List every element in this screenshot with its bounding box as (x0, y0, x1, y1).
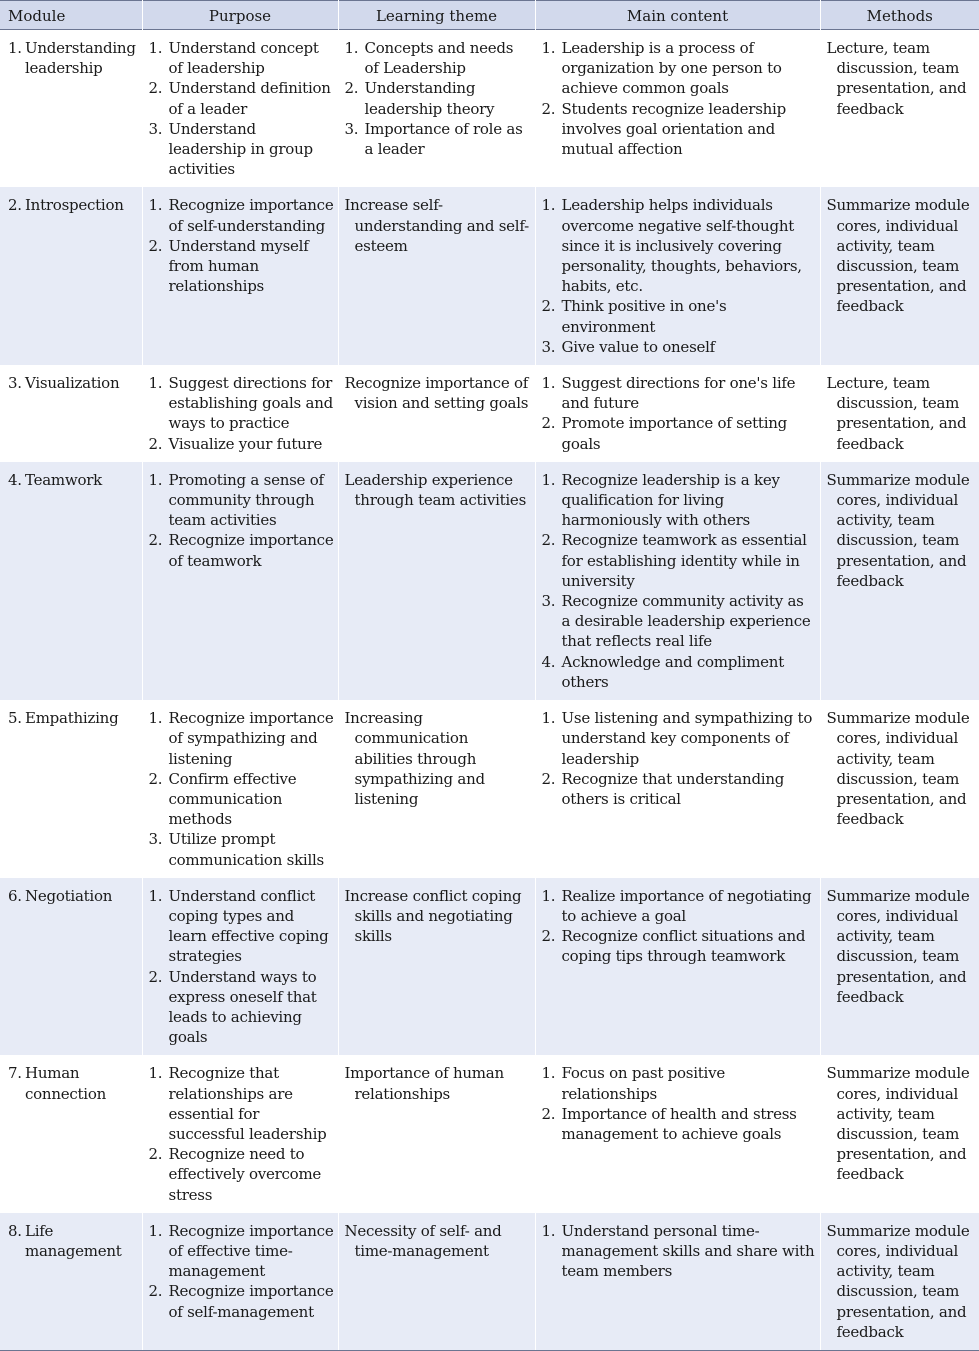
purpose-item: Recognize importance of self-understanding (168, 196, 334, 235)
purpose-item: Promoting a sense of community through team activities (168, 470, 324, 530)
table-row (0, 30, 979, 188)
content-item: Recognize that understanding others is critical (561, 769, 785, 808)
learning-theme-cell (338, 1055, 535, 1212)
content-item: Leadership is a process of organization by one person to achieve common goals (561, 39, 782, 98)
module-label (8, 886, 138, 906)
methods-cell (820, 1055, 979, 1212)
header-module: Module (8, 6, 66, 25)
purpose-item: Recognize need to effectively overcome stress (168, 1145, 322, 1204)
module-name: Human connection (25, 1064, 107, 1103)
theme-item: Importance of role as a leader (364, 119, 523, 159)
content-item: Think positive in one's environment (561, 297, 727, 336)
header-learning-theme: Learning theme (338, 1, 535, 30)
module-name: Empathizing (25, 709, 119, 728)
content-item: Use listening and sympathizing to understand key components of leadership (561, 709, 813, 768)
learning-theme-cell (338, 878, 535, 1056)
module-number: 6. (8, 886, 22, 905)
theme-text: Increase conflict coping skills and negotiating skills (344, 886, 522, 946)
module-name: Teamwork (25, 470, 103, 489)
header-row (0, 1, 979, 30)
module-cell (0, 700, 142, 878)
content-item: Recognize community activity as a desirable leadership experience that reflects real life (561, 592, 811, 651)
theme-text: Importance of human relationships (344, 1064, 504, 1103)
purpose-list (149, 886, 334, 1048)
purpose-cell (142, 1213, 338, 1351)
purpose-cell (142, 30, 338, 188)
methods-cell (820, 462, 979, 700)
purpose-item: Utilize prompt communication skills (168, 830, 325, 869)
content-item: Recognize leadership is a key qualification for living harmoniously with others (561, 470, 780, 530)
purpose-item: Recognize that relationships are essential for successful leadership (168, 1064, 327, 1143)
table-row (0, 187, 979, 365)
purpose-item: Understand conflict coping types and learn effective coping strategies (168, 886, 329, 966)
module-cell (0, 1213, 142, 1351)
content-list (542, 1063, 816, 1144)
module-cell (0, 462, 142, 700)
content-list (542, 195, 816, 357)
content-list (542, 886, 816, 967)
purpose-item: Visualize your future (168, 434, 323, 453)
table-row (0, 1213, 979, 1351)
methods-cell (820, 187, 979, 365)
content-list (542, 708, 816, 809)
theme-list (345, 38, 531, 159)
purpose-item: Recognize importance of self-management (168, 1282, 334, 1321)
module-name: Life management (25, 1221, 122, 1260)
content-list (542, 1221, 816, 1282)
module-label (8, 708, 138, 728)
module-label (8, 195, 138, 215)
theme-text: Increasing communication abilities through sympathizing and listening (344, 709, 485, 808)
purpose-list (149, 708, 334, 870)
theme-item: Understanding leadership theory (364, 79, 495, 118)
module-cell (0, 1055, 142, 1212)
theme-text: Increase self-understanding and self-esteem (344, 196, 529, 255)
purpose-cell (142, 365, 338, 462)
methods-cell (820, 878, 979, 1056)
purpose-cell (142, 187, 338, 365)
purpose-cell (142, 462, 338, 700)
theme-text: Recognize importance of vision and setting goals (344, 374, 529, 413)
purpose-item: Understand myself from human relationships (168, 236, 309, 296)
content-item: Recognize conflict situations and coping tips through teamwork (561, 927, 806, 966)
purpose-item: Understand leadership in group activities (168, 119, 313, 179)
header-methods: Methods (820, 1, 979, 30)
methods-text: Summarize module cores, individual activity, team discussion, team presentation, and feedback (826, 470, 970, 590)
purpose-item: Suggest directions for establishing goals and ways to practice (168, 374, 333, 433)
module-name: Visualization (25, 374, 120, 393)
module-label (8, 1221, 138, 1261)
methods-cell (820, 700, 979, 878)
methods-text: Summarize module cores, individual activity, team discussion, team presentation, and feedback (826, 886, 970, 1006)
purpose-item: Understand definition of a leader (168, 79, 331, 118)
learning-theme-cell (338, 700, 535, 878)
module-number: 3. (8, 374, 22, 393)
module-number: 2. (8, 196, 22, 215)
methods-cell (820, 365, 979, 462)
module-number: 5. (8, 709, 22, 728)
purpose-list (149, 1221, 334, 1322)
content-item: Recognize teamwork as essential for establishing identity while in university (561, 531, 807, 590)
purpose-cell (142, 878, 338, 1056)
main-content-cell (535, 700, 820, 878)
module-label (8, 470, 138, 490)
module-number: 1. (8, 39, 22, 57)
content-item: Importance of health and stress management to achieve goals (561, 1104, 797, 1143)
module-number: 4. (8, 470, 22, 489)
learning-theme-cell (338, 187, 535, 365)
module-name: Introspection (25, 196, 124, 215)
content-list (542, 38, 816, 159)
learning-theme-cell (338, 30, 535, 188)
methods-text: Summarize module cores, individual activity, team discussion, team presentation, and feedback (826, 196, 970, 316)
purpose-item: Confirm effective communication methods (168, 769, 297, 829)
purpose-item: Understand concept of leadership (168, 39, 319, 78)
table-row (0, 462, 979, 700)
methods-text: Summarize module cores, individual activity, team discussion, team presentation, and feedback (826, 1221, 970, 1341)
table-row (0, 365, 979, 462)
content-item: Acknowledge and compliment others (561, 652, 784, 691)
main-content-cell (535, 878, 820, 1056)
methods-text: Summarize module cores, individual activity, team discussion, team presentation, and feedback (826, 1064, 970, 1184)
purpose-item: Understand ways to express oneself that leads to achieving goals (168, 967, 317, 1047)
methods-text: Lecture, team discussion, team presentation, and feedback (826, 374, 967, 453)
content-item: Realize importance of negotiating to achieve a goal (561, 886, 812, 925)
table-row (0, 1055, 979, 1212)
table-row (0, 878, 979, 1056)
content-item: Students recognize leadership involves goal orientation and mutual affection (561, 99, 786, 159)
purpose-item: Recognize importance of sympathizing and listening (168, 709, 334, 768)
learning-theme-cell (338, 365, 535, 462)
header-purpose: Purpose (142, 1, 338, 30)
purpose-list (149, 373, 334, 454)
table-body (0, 30, 979, 1351)
purpose-list (149, 38, 334, 179)
module-number: 7. (8, 1064, 22, 1083)
module-cell (0, 30, 142, 188)
theme-item: Concepts and needs of Leadership (364, 39, 514, 78)
content-item: Leadership helps individuals overcome negative self-thought since it is inclusively covering personality, thoughts, behaviors, habits, etc. (561, 196, 802, 296)
methods-cell (820, 30, 979, 188)
methods-text: Lecture, team discussion, team presentation, and feedback (826, 39, 967, 118)
content-item: Suggest directions for one's life and future (561, 374, 796, 413)
module-number: 8. (8, 1221, 22, 1240)
content-list (542, 470, 816, 692)
main-content-cell (535, 1213, 820, 1351)
module-name: Understanding leadership (25, 39, 136, 78)
main-content-cell (535, 462, 820, 700)
module-cell (0, 365, 142, 462)
content-list (542, 373, 816, 454)
methods-cell (820, 1213, 979, 1351)
module-cell (0, 187, 142, 365)
purpose-list (149, 470, 334, 571)
module-cell (0, 878, 142, 1056)
content-item: Promote importance of setting goals (561, 414, 788, 453)
module-label (8, 373, 138, 393)
main-content-cell (535, 365, 820, 462)
content-item: Understand personal time-management skills and share with team members (561, 1221, 815, 1281)
purpose-item: Recognize importance of effective time-management (168, 1221, 334, 1281)
purpose-cell (142, 1055, 338, 1212)
theme-text: Necessity of self- and time-management (344, 1221, 502, 1260)
learning-theme-cell (338, 1213, 535, 1351)
purpose-list (149, 1063, 334, 1204)
content-item: Focus on past positive relationships (561, 1064, 725, 1103)
module-label (8, 1063, 138, 1103)
content-item: Give value to oneself (561, 337, 715, 356)
module-label (8, 38, 138, 78)
learning-theme-cell (338, 462, 535, 700)
methods-text: Summarize module cores, individual activity, team discussion, team presentation, and feedback (826, 709, 970, 829)
purpose-cell (142, 700, 338, 878)
header-main-content: Main content (535, 1, 820, 30)
theme-text: Leadership experience through team activities (344, 470, 527, 510)
main-content-cell (535, 187, 820, 365)
module-name: Negotiation (25, 886, 113, 905)
purpose-list (149, 195, 334, 296)
table-row (0, 700, 979, 878)
purpose-item: Recognize importance of teamwork (168, 531, 334, 570)
main-content-cell (535, 1055, 820, 1212)
main-content-cell (535, 30, 820, 188)
